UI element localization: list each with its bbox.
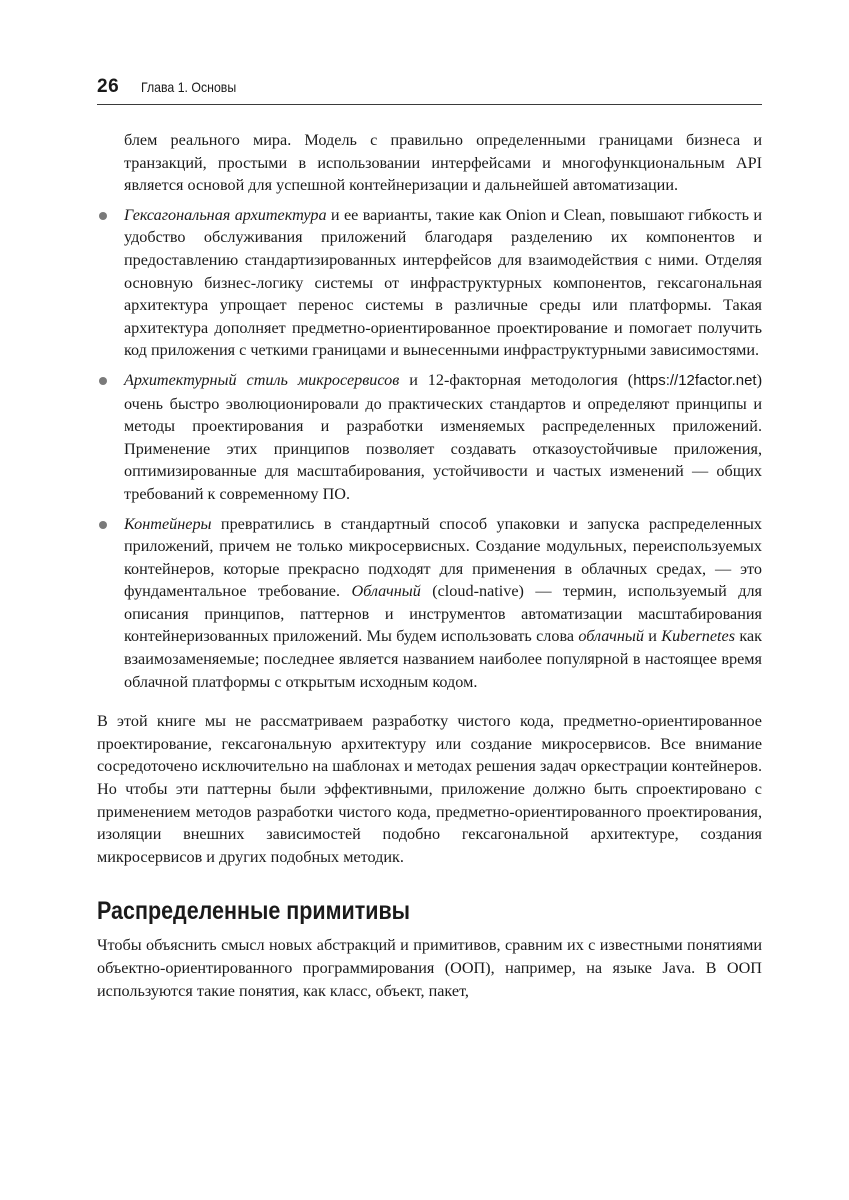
bullet-containers-text-b: (cloud-native) — термин, используемый для описания принципов, паттернов и инструментов автоматизации масштабирования контейнеризованных приложений. Мы будем использовать слова: [124, 582, 762, 646]
term-microservices: Архитектурный стиль микросервисов: [124, 370, 400, 389]
section-heading: Распределенные примитивы: [97, 897, 411, 926]
page-number: 26: [97, 76, 120, 97]
bullet-hexagonal: [97, 204, 762, 362]
bullet-containers-text-a: превратились в стандартный способ упаковки и запуска распределенных приложений, причем не только микросервисных. Создание модульных, переиспользуемых контейнеров, которые прекрасно подходят для применения в облачных средах, — это фундаментальное требование.: [124, 514, 762, 601]
term-kubernetes: Kubernetes: [661, 627, 736, 646]
running-head: [97, 76, 762, 102]
section-paragraph: Чтобы объяснить смысл новых абстракций и примитивов, сравним их с известными понятиями объектно-ориентированного программирования (ООП), например, на языке Java. В ООП используются такие понятия, как класс, объект, пакет,: [97, 936, 762, 1000]
summary-paragraph: В этой книге мы не рассматриваем разработку чистого кода, предметно-ориентированное проектирование, гексагональную архитектуру или создание микросервисов. Все внимание сосредоточено исключительно на шаблонах и методах решения задач оркестрации контейнеров. Но чтобы эти паттерны были эффективными, приложение должно быть спроектировано с применением методов разработки чистого кода, предметно-ориентированного проектирования, изоляции внешних зависимостей подобно гексагональной архитектуре, создания микросервисов и других подобных методик.: [97, 712, 762, 866]
twelve-factor-link[interactable]: https://12factor.net: [633, 371, 757, 389]
header-rule: [97, 104, 762, 105]
bullet-microservices-text-b: ) очень быстро эволюционировали до практических стандартов и определяют принципы и методы проектирования и разработки изменяемых распределенных приложений. Применение этих принципов позволяет создавать отказоустойчивые приложения, оптимизированные для масштабирования, устойчивости и частых изменений — общих требований к современному ПО.: [124, 370, 762, 503]
term-cloud: облачный: [578, 627, 644, 646]
bullet-microservices: [97, 369, 762, 506]
term-cloud-native: Облачный: [351, 582, 421, 601]
bullet-hexagonal-text: и ее варианты, такие как Onion и Clean, повышают гибкость и удобство обслуживания приложений благодаря разделению их компонентов и предоставлению стандартизированных интерфейсов для взаимодействия с ними. Отделяя основную бизнес-логику системы от инфраструктурных компонентов, гексагональная архитектура упрощает перенос системы в различные среды или платформы. Такая архитектура дополняет предметно-ориентированное проектирование и помогает получить код приложения с четкими границами и вынесенными инфраструктурными зависимостями.: [124, 205, 762, 360]
page-body: [97, 129, 762, 1002]
bullet-containers: [97, 513, 762, 694]
term-hexagonal: Гексагональная архитектура: [124, 205, 327, 224]
bullet-microservices-text-a: и 12-факторная методология (: [399, 370, 634, 389]
chapter-title: Глава 1. Основы: [141, 79, 237, 95]
intro-continuation: блем реального мира. Модель с правильно определенными границами бизнеса и транзакций, простыми в использовании интерфейсами и многофункциональным API является основой для успешной контейнеризации и дальнейшей автоматизации.: [124, 131, 762, 195]
bullet-list: [97, 204, 762, 693]
term-containers: Контейнеры: [124, 514, 212, 533]
bullet-containers-text-d: как взаимозаменяемые; последнее является названием наиболее популярной в настоящее время облачной платформы с открытым исходным кодом.: [124, 627, 763, 691]
bullet-containers-text-c: и: [643, 627, 662, 646]
